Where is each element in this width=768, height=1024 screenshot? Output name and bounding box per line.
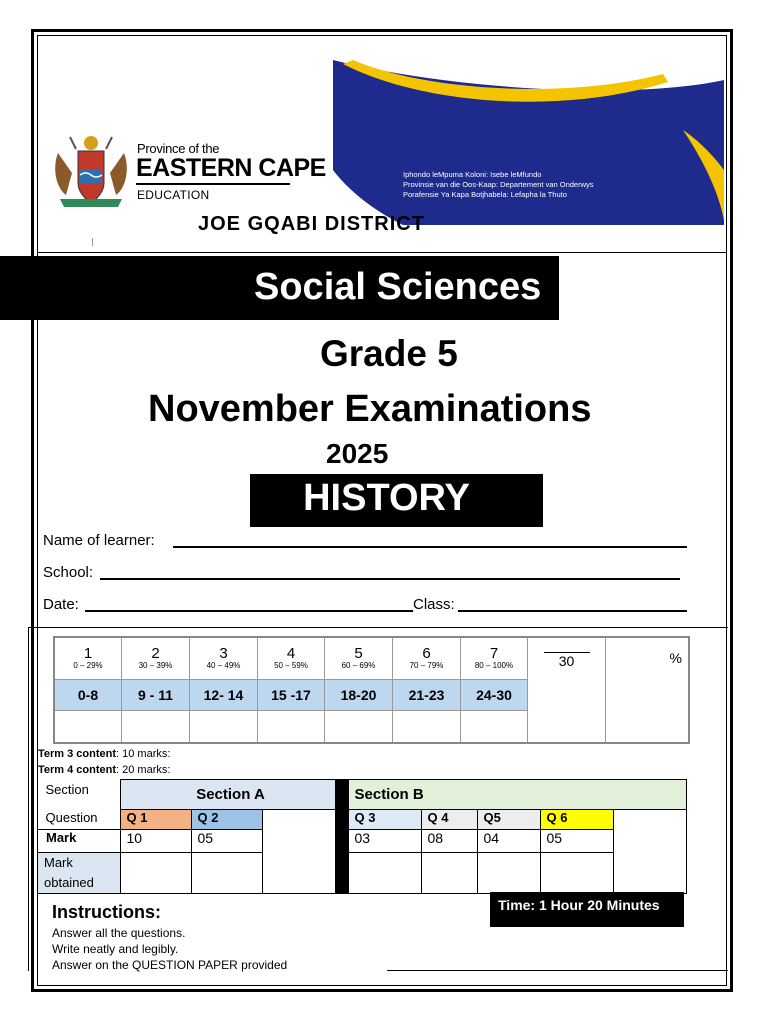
level-percent: 80 – 100% [474, 660, 514, 670]
obtained-q6[interactable] [540, 853, 613, 894]
level-range: 21-23 [393, 679, 461, 710]
level-percent: 70 – 79% [409, 660, 444, 670]
level-cell [393, 637, 461, 679]
level-percent: 60 – 69% [341, 660, 376, 670]
level-number: 4 [286, 644, 296, 662]
percent-cell [606, 637, 690, 743]
level-range: 9 - 11 [122, 679, 190, 710]
obtained-q4[interactable] [421, 853, 477, 894]
banner-line: Provinsie van die Oos-Kaap: Departement van Onderwys [403, 180, 594, 189]
level-percent: 0 – 29% [73, 660, 103, 670]
level-cell [54, 637, 122, 679]
instructions-title: Instructions: [52, 902, 162, 922]
question-3: Q 3 [348, 810, 421, 830]
class-label: Class: [413, 596, 455, 613]
time-allowed: Time: 1 Hour 20 Minutes [498, 897, 660, 913]
question-6: Q 6 [540, 810, 613, 830]
instruction-line: Write neatly and legibly. [52, 942, 179, 956]
grade-title: Grade 5 [320, 333, 458, 374]
level-tally-cell[interactable] [461, 710, 528, 743]
question-4: Q 4 [421, 810, 477, 830]
level-range: 15 -17 [258, 679, 325, 710]
table-divider [28, 627, 728, 628]
exam-year: 2025 [326, 438, 389, 469]
row-label-question: Question [45, 809, 98, 825]
paper-title: HISTORY [303, 477, 470, 519]
district-name: JOE GQABI DISTRICT [198, 213, 425, 235]
total-cell [528, 637, 606, 743]
row-label-mark-obtained: Mark obtained [38, 853, 121, 894]
level-percent: 40 – 49% [206, 660, 241, 670]
province-underline [136, 183, 290, 185]
mark-q1: 10 [120, 830, 191, 853]
banner-line: Porafensie Ya Kapa Botjhabela: Lefapha la Thuto [403, 190, 567, 199]
level-cell [122, 637, 190, 679]
section-b-header: Section B [348, 780, 686, 810]
tick-mark [92, 238, 93, 246]
level-tally-cell[interactable] [54, 710, 122, 743]
level-cell [190, 637, 258, 679]
term3-label: Term 3 content [38, 748, 117, 760]
mark-q3: 03 [348, 830, 421, 853]
exam-title: November Examinations [148, 388, 592, 430]
level-number: 6 [422, 644, 431, 662]
term4-label: Term 4 content [38, 764, 117, 776]
level-tally-cell[interactable] [258, 710, 325, 743]
section-a-blank [262, 810, 335, 894]
banner-line: Iphondo leMpuma Koloni: Isebe leMfundo [403, 170, 542, 179]
question-5: Q5 [477, 810, 540, 830]
bottom-rule [387, 970, 728, 971]
mark-q2: 05 [191, 830, 262, 853]
total-marks: 30 [558, 653, 575, 669]
percent-symbol: % [669, 650, 682, 666]
level-number: 1 [83, 644, 93, 662]
term3-value: : 10 marks: [116, 748, 171, 760]
level-number: 3 [219, 644, 228, 662]
level-range: 18-20 [325, 679, 393, 710]
section-b-blank [613, 810, 686, 894]
row-label-section: Section [45, 781, 89, 797]
level-range: 24-30 [461, 679, 528, 710]
banner-text [403, 170, 594, 200]
learner-name-label: Name of learner: [43, 532, 155, 549]
question-1: Q 1 [120, 810, 191, 830]
level-tally-cell[interactable] [122, 710, 190, 743]
section-separator [335, 780, 348, 894]
level-tally-cell[interactable] [393, 710, 461, 743]
obtained-q1[interactable] [120, 853, 191, 894]
level-tally-cell[interactable] [325, 710, 393, 743]
question-2: Q 2 [191, 810, 262, 830]
term4-value: : 20 marks: [116, 764, 171, 776]
school-label: School: [43, 564, 94, 581]
province-name: EASTERN CAPE [136, 154, 326, 182]
term4-content [38, 764, 170, 776]
sections-table [37, 779, 687, 894]
level-range: 12- 14 [190, 679, 258, 710]
term3-content [38, 748, 170, 760]
level-cell [461, 637, 528, 679]
instruction-line: Answer on the QUESTION PAPER provided [52, 958, 288, 972]
obtained-q5[interactable] [477, 853, 540, 894]
level-cell [325, 637, 393, 679]
province-prefix: Province of the [137, 141, 220, 156]
date-field[interactable] [85, 610, 413, 612]
level-tally-cell[interactable] [190, 710, 258, 743]
level-number: 7 [489, 644, 499, 662]
level-number: 5 [354, 644, 363, 662]
mark-q6: 05 [540, 830, 613, 853]
date-label: Date: [43, 596, 79, 613]
class-field[interactable] [458, 610, 687, 612]
department-name: EDUCATION [137, 188, 210, 202]
section-a-header: Section A [120, 780, 335, 810]
level-percent: 50 – 59% [274, 660, 308, 670]
instruction-line: Answer all the questions. [52, 926, 186, 940]
level-range: 0-8 [54, 679, 122, 710]
table-left-rule [28, 627, 29, 971]
level-percent: 30 – 39% [138, 660, 173, 670]
subject-title: Social Sciences [254, 266, 542, 308]
mark-q5: 04 [477, 830, 540, 853]
level-number: 2 [151, 644, 160, 662]
obtained-q3[interactable] [348, 853, 421, 894]
header-divider [37, 252, 727, 253]
obtained-q2[interactable] [191, 853, 262, 894]
achievement-levels-table [53, 636, 690, 744]
school-field[interactable] [100, 578, 680, 580]
coat-of-arms-logo [50, 133, 132, 211]
level-cell [258, 637, 325, 679]
row-label-mark: Mark [38, 830, 121, 853]
mark-q4: 08 [421, 830, 477, 853]
learner-name-field[interactable] [173, 546, 687, 548]
banner-graphic [333, 60, 724, 225]
